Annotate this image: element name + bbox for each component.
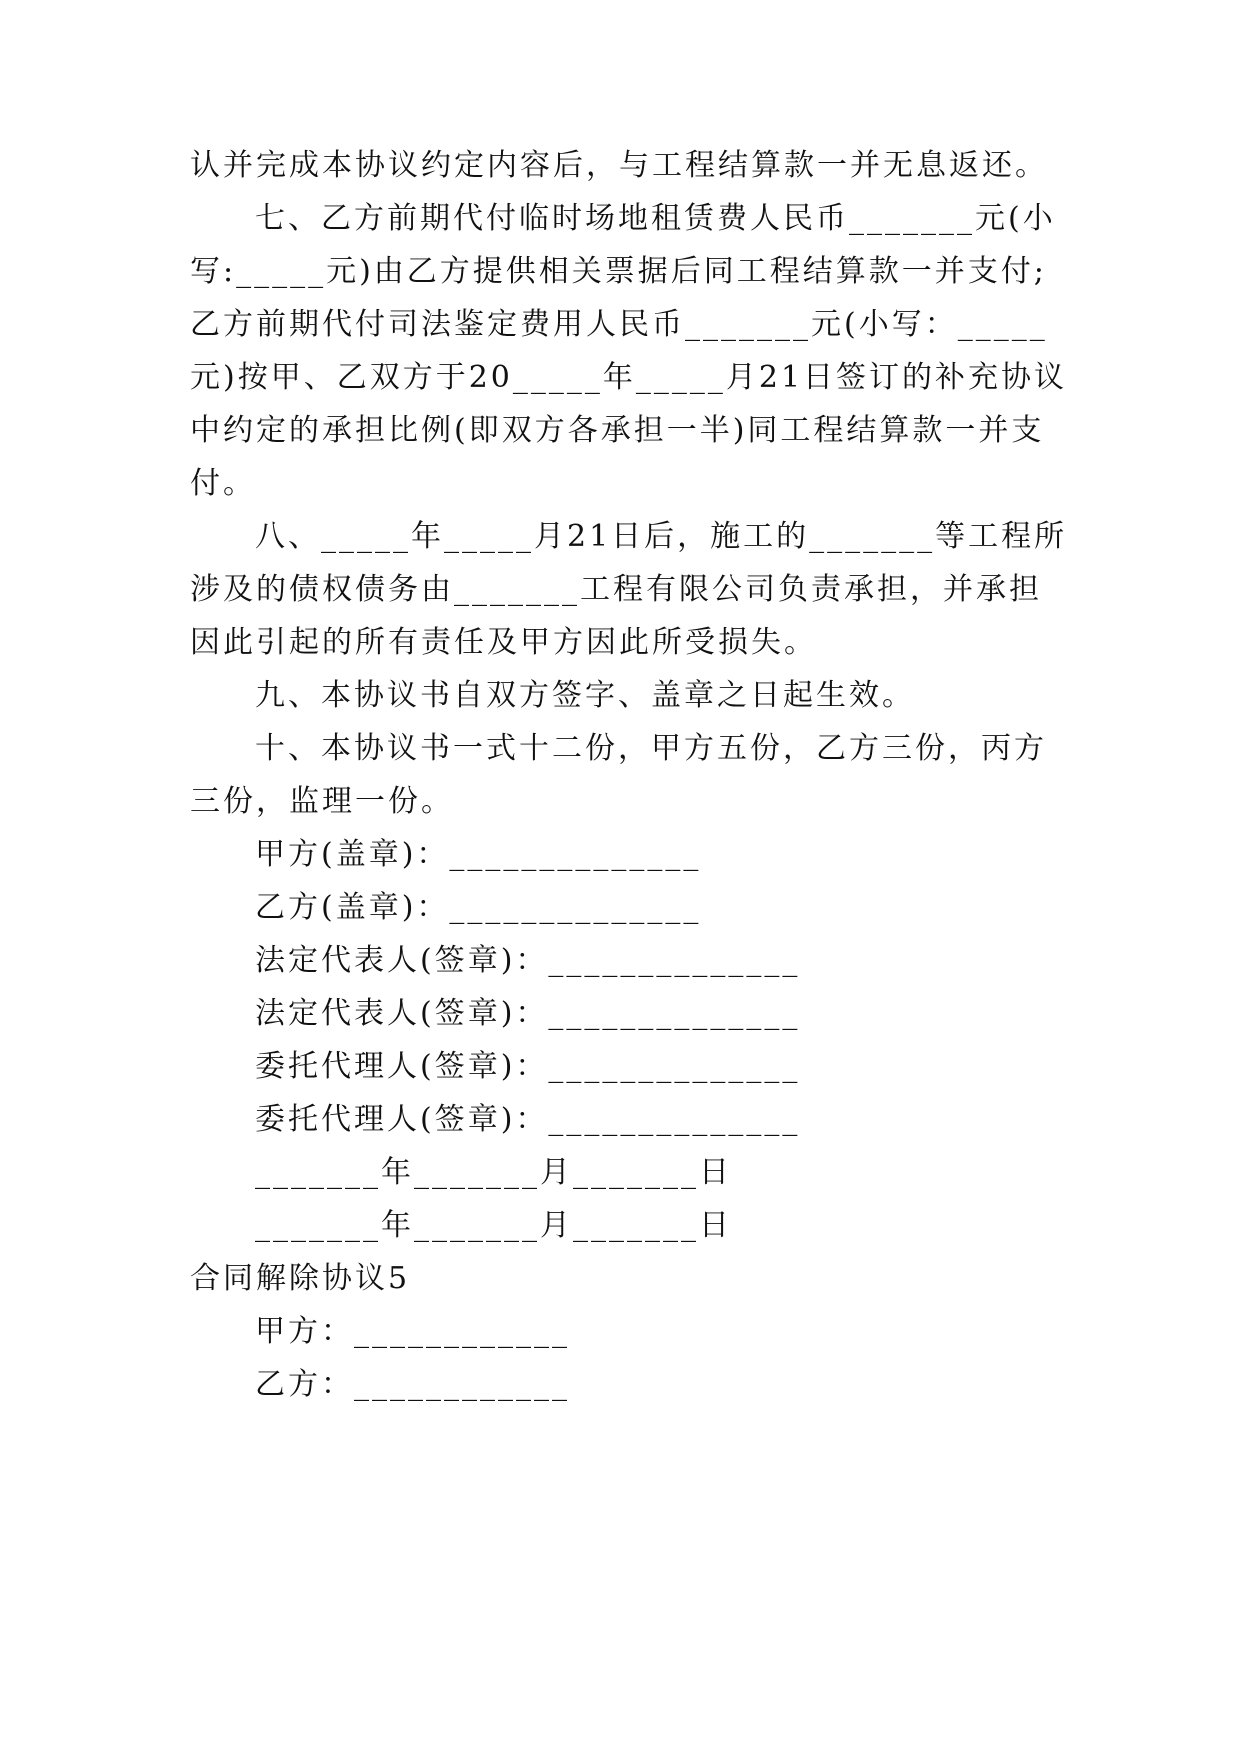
paragraph-7-line-6: 付。 [190, 466, 256, 501]
paragraph-7-line-5: 中约定的承担比例(即双方各承担一半)同工程结算款一并支 [190, 413, 1045, 448]
signature-party-a-seal: 甲方(盖章)：______________ [255, 837, 702, 872]
signature-legal-representative-1: 法定代表人(签章)：______________ [255, 943, 801, 978]
paragraph-8-line-1: 八、_____年_____月21日后，施工的_______等工程所 [255, 519, 1068, 554]
paragraph-10-line-2: 三份，监理一份。 [190, 784, 454, 819]
paragraph-7-line-3: 乙方前期代付司法鉴定费用人民币_______元(小写：_____ [190, 307, 1048, 342]
paragraph-8-line-3: 因此引起的所有责任及甲方因此所受损失。 [190, 625, 817, 660]
date-line-2: _______年_______月_______日 [255, 1208, 732, 1243]
next-section-party-a: 甲方：____________ [255, 1314, 570, 1349]
next-section-title: 合同解除协议5 [190, 1261, 411, 1296]
paragraph-6-line-1: 认并完成本协议约定内容后，与工程结算款一并无息返还。 [190, 148, 1048, 183]
date-line-1: _______年_______月_______日 [255, 1155, 732, 1190]
paragraph-8-line-2: 涉及的债权债务由_______工程有限公司负责承担，并承担 [190, 572, 1042, 607]
paragraph-7-line-1: 七、乙方前期代付临时场地租赁费人民币_______元(小 [255, 201, 1056, 236]
paragraph-9-line-1: 九、本协议书自双方签字、盖章之日起生效。 [255, 678, 915, 713]
signature-authorized-agent-1: 委托代理人(签章)：______________ [255, 1049, 801, 1084]
signature-authorized-agent-2: 委托代理人(签章)：______________ [255, 1102, 801, 1137]
signature-party-b-seal: 乙方(盖章)：______________ [255, 890, 702, 925]
paragraph-7-line-4: 元)按甲、乙双方于20_____年_____月21日签订的补充协议 [190, 360, 1068, 395]
paragraph-10-line-1: 十、本协议书一式十二份，甲方五份，乙方三份，丙方 [255, 731, 1047, 766]
signature-legal-representative-2: 法定代表人(签章)：______________ [255, 996, 801, 1031]
next-section-party-b: 乙方：____________ [255, 1367, 570, 1402]
paragraph-7-line-2: 写:_____元)由乙方提供相关票据后同工程结算款一并支付; [190, 254, 1047, 289]
